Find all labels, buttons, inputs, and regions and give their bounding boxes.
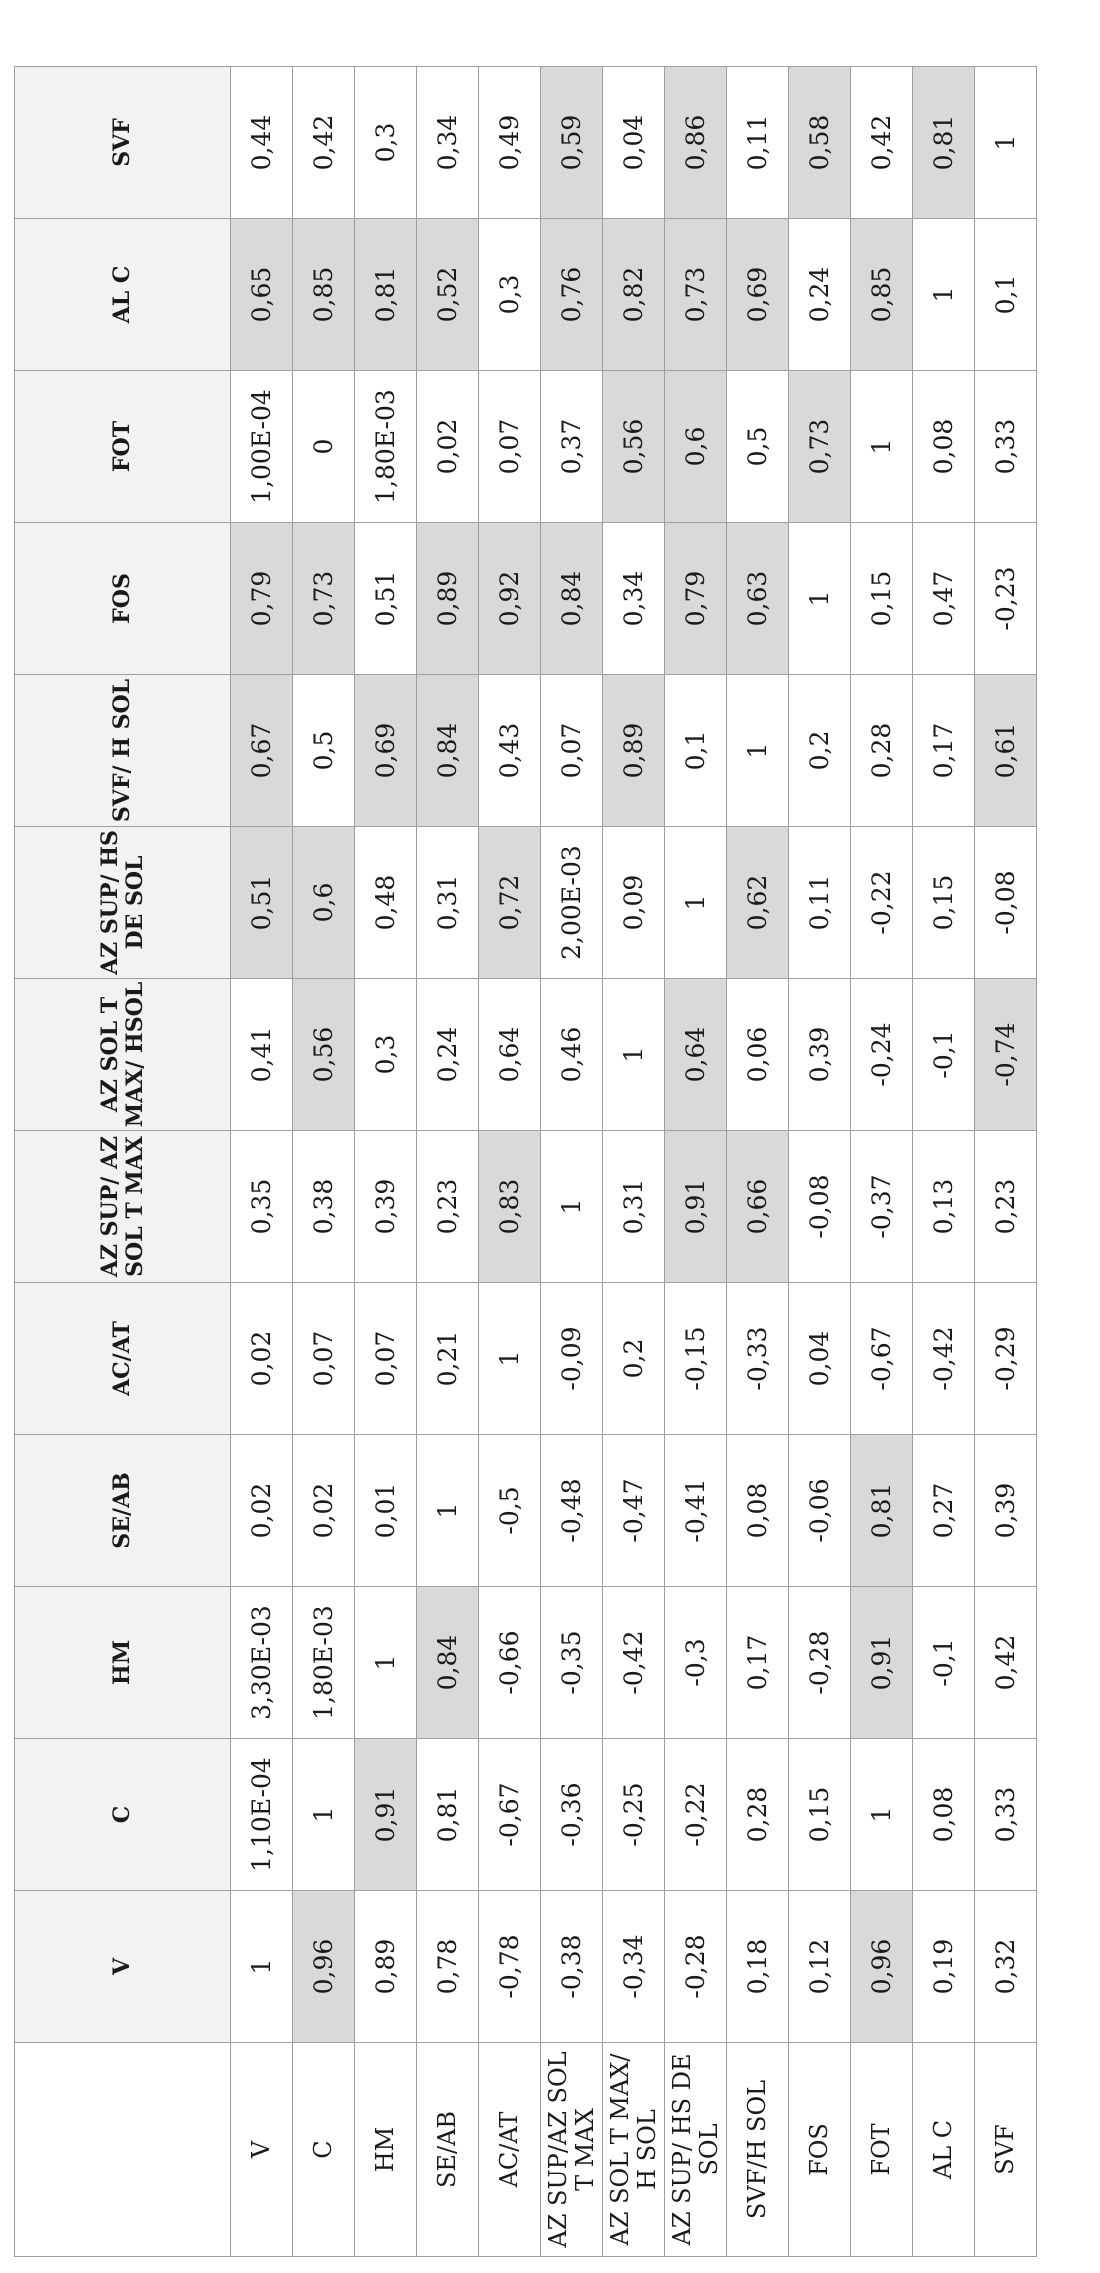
table-cell: -0,48	[541, 1435, 603, 1587]
table-cell: 0,91	[355, 1739, 417, 1891]
table-cell: 0,2	[603, 1283, 665, 1435]
table-row	[975, 67, 1037, 2257]
table-cell: 0,81	[913, 67, 975, 219]
table-cell: 0,73	[665, 219, 727, 371]
column-header: SVF/ H SOL	[15, 675, 231, 827]
table-row	[603, 67, 665, 2257]
table-cell: 1	[355, 1587, 417, 1739]
table-cell: 0,91	[665, 1131, 727, 1283]
table-cell: 0,86	[665, 67, 727, 219]
table-cell: 0,58	[789, 67, 851, 219]
table-row	[851, 67, 913, 2257]
table-cell: 0,39	[975, 1435, 1037, 1587]
table-cell: 0,64	[479, 979, 541, 1131]
table-cell: -0,1	[913, 1587, 975, 1739]
table-cell: 2,00E-03	[541, 827, 603, 979]
table-cell: 0,28	[851, 675, 913, 827]
table-cell: -0,06	[789, 1435, 851, 1587]
table-cell: 0,91	[851, 1587, 913, 1739]
table-row	[293, 67, 355, 2257]
row-header: HM	[355, 2043, 417, 2257]
table-cell: -0,37	[851, 1131, 913, 1283]
table-cell: 0,5	[727, 371, 789, 523]
table-cell: 0,69	[355, 675, 417, 827]
table-cell: -0,5	[479, 1435, 541, 1587]
table-cell: 0,73	[789, 371, 851, 523]
table-cell: 0,18	[727, 1891, 789, 2043]
table-cell: 0,48	[355, 827, 417, 979]
table-cell: 3,30E-03	[231, 1587, 293, 1739]
row-header: V	[231, 2043, 293, 2257]
table-cell: -0,74	[975, 979, 1037, 1131]
table-cell: 0,15	[789, 1739, 851, 1891]
table-cell: 0,81	[355, 219, 417, 371]
table-cell: 1,80E-03	[293, 1587, 355, 1739]
table-cell: 0,44	[231, 67, 293, 219]
table-cell: -0,24	[851, 979, 913, 1131]
table-cell: 0,07	[541, 675, 603, 827]
table-cell: 0,92	[479, 523, 541, 675]
table-cell: 0,06	[727, 979, 789, 1131]
table-row	[541, 67, 603, 2257]
table-cell: -0,42	[603, 1587, 665, 1739]
table-cell: 0,21	[417, 1283, 479, 1435]
column-header: AC/AT	[15, 1283, 231, 1435]
column-header: C	[15, 1739, 231, 1891]
table-cell: 1	[541, 1131, 603, 1283]
row-header: SVF	[975, 2043, 1037, 2257]
table-cell: 0,1	[665, 675, 727, 827]
table-cell: -0,22	[665, 1739, 727, 1891]
table-cell: 0,6	[665, 371, 727, 523]
table-cell: 0,6	[293, 827, 355, 979]
column-header: SVF	[15, 67, 231, 219]
table-cell: -0,28	[789, 1587, 851, 1739]
table-cell: 0,31	[417, 827, 479, 979]
table-cell: 0,11	[789, 827, 851, 979]
row-header: AC/AT	[479, 2043, 541, 2257]
row-header: FOS	[789, 2043, 851, 2257]
table-cell: 0,96	[851, 1891, 913, 2043]
table-cell: 0,52	[417, 219, 479, 371]
table-cell: 0,07	[479, 371, 541, 523]
table-cell: 1	[479, 1283, 541, 1435]
column-header: AZ SUP/ AZ SOL T MAX	[15, 1131, 231, 1283]
table-cell: 0,33	[975, 371, 1037, 523]
table-cell: 0,2	[789, 675, 851, 827]
table-cell: 0,08	[913, 1739, 975, 1891]
table-cell: 0,81	[851, 1435, 913, 1587]
table-cell: 0,46	[541, 979, 603, 1131]
table-cell: 1	[789, 523, 851, 675]
table-cell: 0,51	[231, 827, 293, 979]
column-header: FOT	[15, 371, 231, 523]
table-cell: 0,02	[293, 1435, 355, 1587]
table-cell: 1	[417, 1435, 479, 1587]
table-cell: 0,78	[417, 1891, 479, 2043]
table-cell: -0,3	[665, 1587, 727, 1739]
table-cell: 0,65	[231, 219, 293, 371]
table-cell: 0,72	[479, 827, 541, 979]
table-cell: 0,56	[293, 979, 355, 1131]
table-cell: 0,31	[603, 1131, 665, 1283]
table-cell: 0,42	[851, 67, 913, 219]
row-header: FOT	[851, 2043, 913, 2257]
table-cell: 0,59	[541, 67, 603, 219]
table-cell: 0,02	[231, 1283, 293, 1435]
table-cell: -0,23	[975, 523, 1037, 675]
table-cell: 0,42	[975, 1587, 1037, 1739]
table-cell: 0,32	[975, 1891, 1037, 2043]
column-header: V	[15, 1891, 231, 2043]
table-cell: 0,37	[541, 371, 603, 523]
table-row	[479, 67, 541, 2257]
table-cell: -0,22	[851, 827, 913, 979]
column-header: AZ SUP/ HS DE SOL	[15, 827, 231, 979]
table-cell: -0,47	[603, 1435, 665, 1587]
table-cell: -0,36	[541, 1739, 603, 1891]
table-cell: 0,33	[975, 1739, 1037, 1891]
correlation-matrix-table	[14, 66, 1037, 2257]
table-cell: 0,27	[913, 1435, 975, 1587]
table-cell: 1	[913, 219, 975, 371]
table-cell: -0,28	[665, 1891, 727, 2043]
table-cell: 0,11	[727, 67, 789, 219]
table-cell: -0,08	[975, 827, 1037, 979]
table-cell: -0,15	[665, 1283, 727, 1435]
table-cell: 0,35	[231, 1131, 293, 1283]
table-cell: 0,07	[293, 1283, 355, 1435]
table-cell: 0,19	[913, 1891, 975, 2043]
table-cell: 0,41	[231, 979, 293, 1131]
table-cell: 0,5	[293, 675, 355, 827]
table-cell: 0,89	[417, 523, 479, 675]
table-cell: 1	[727, 675, 789, 827]
table-row	[231, 67, 293, 2257]
table-cell: 0,82	[603, 219, 665, 371]
table-cell: 0,39	[789, 979, 851, 1131]
table-cell: 0,89	[603, 675, 665, 827]
table-cell: 1,80E-03	[355, 371, 417, 523]
table-row	[417, 67, 479, 2257]
table-cell: 0,15	[851, 523, 913, 675]
table-cell: 0,23	[975, 1131, 1037, 1283]
row-header: AZ SUP/AZ SOL T MAX	[541, 2043, 603, 2257]
table-row	[789, 67, 851, 2257]
table-cell: 0,84	[417, 1587, 479, 1739]
table-cell: 0,56	[603, 371, 665, 523]
table-body	[231, 67, 1037, 2257]
table-cell: 1	[293, 1739, 355, 1891]
table-cell: 0,24	[789, 219, 851, 371]
row-header: AL C	[913, 2043, 975, 2257]
table-cell: -0,38	[541, 1891, 603, 2043]
table-cell: 0,84	[417, 675, 479, 827]
table-cell: 0,04	[789, 1283, 851, 1435]
table-cell: 0,28	[727, 1739, 789, 1891]
header-row	[15, 67, 231, 2257]
table-cell: -0,29	[975, 1283, 1037, 1435]
table-cell: 0,34	[603, 523, 665, 675]
table-cell: -0,34	[603, 1891, 665, 2043]
row-header: SVF/H SOL	[727, 2043, 789, 2257]
table-cell: 0,17	[727, 1587, 789, 1739]
table-cell: 1,00E-04	[231, 371, 293, 523]
table-cell: -0,67	[479, 1739, 541, 1891]
table-cell: 1	[231, 1891, 293, 2043]
table-cell: -0,08	[789, 1131, 851, 1283]
table-row	[355, 67, 417, 2257]
table-cell: 0,66	[727, 1131, 789, 1283]
table-cell: 0,47	[913, 523, 975, 675]
column-header: SE/AB	[15, 1435, 231, 1587]
table-cell: -0,42	[913, 1283, 975, 1435]
table-cell: -0,35	[541, 1587, 603, 1739]
table-row	[727, 67, 789, 2257]
table-cell: 1	[851, 1739, 913, 1891]
table-cell: -0,78	[479, 1891, 541, 2043]
table-cell: 0,13	[913, 1131, 975, 1283]
table-cell: -0,09	[541, 1283, 603, 1435]
table-cell: -0,41	[665, 1435, 727, 1587]
table-cell: 0,61	[975, 675, 1037, 827]
table-cell: 0,79	[665, 523, 727, 675]
table-cell: 0,3	[355, 67, 417, 219]
table-cell: 0,08	[727, 1435, 789, 1587]
column-header: AL C	[15, 219, 231, 371]
table-cell: 1,10E-04	[231, 1739, 293, 1891]
table-cell: -0,1	[913, 979, 975, 1131]
column-header: FOS	[15, 523, 231, 675]
table-cell: 0,1	[975, 219, 1037, 371]
table-cell: 0,85	[851, 219, 913, 371]
table-cell: 0,76	[541, 219, 603, 371]
table-cell: 0,07	[355, 1283, 417, 1435]
table-cell: -0,33	[727, 1283, 789, 1435]
table-row	[665, 67, 727, 2257]
table-cell: 0,79	[231, 523, 293, 675]
table-cell: 0,43	[479, 675, 541, 827]
row-header: SE/AB	[417, 2043, 479, 2257]
table-cell: 0	[293, 371, 355, 523]
table-cell: 0,02	[231, 1435, 293, 1587]
table-cell: 0,83	[479, 1131, 541, 1283]
table-cell: 0,04	[603, 67, 665, 219]
table-cell: 0,51	[355, 523, 417, 675]
column-header: HM	[15, 1587, 231, 1739]
table-cell: -0,25	[603, 1739, 665, 1891]
table-cell: 0,89	[355, 1891, 417, 2043]
table-cell: 0,24	[417, 979, 479, 1131]
table-cell: 0,3	[479, 219, 541, 371]
table-cell: 0,67	[231, 675, 293, 827]
table-cell: 0,01	[355, 1435, 417, 1587]
table-cell: 0,09	[603, 827, 665, 979]
table-cell: 0,96	[293, 1891, 355, 2043]
table-cell: 0,85	[293, 219, 355, 371]
table-cell: 0,81	[417, 1739, 479, 1891]
table-cell: 0,62	[727, 827, 789, 979]
table-cell: 0,34	[417, 67, 479, 219]
table-cell: 0,3	[355, 979, 417, 1131]
table-cell: 0,49	[479, 67, 541, 219]
row-header: C	[293, 2043, 355, 2257]
column-header: AZ SOL T MAX/ HSOL	[15, 979, 231, 1131]
table-cell: 0,02	[417, 371, 479, 523]
table-cell: 0,15	[913, 827, 975, 979]
corner-cell	[15, 2043, 231, 2257]
table-cell: 1	[665, 827, 727, 979]
table-cell: 0,69	[727, 219, 789, 371]
table-cell: 0,42	[293, 67, 355, 219]
table-cell: 0,23	[417, 1131, 479, 1283]
table-cell: 1	[603, 979, 665, 1131]
table-cell: -0,67	[851, 1283, 913, 1435]
table-cell: 0,73	[293, 523, 355, 675]
table-row	[913, 67, 975, 2257]
row-header: AZ SUP/ HS DE SOL	[665, 2043, 727, 2257]
table-cell: 0,17	[913, 675, 975, 827]
table-cell: 1	[975, 67, 1037, 219]
table-cell: 0,12	[789, 1891, 851, 2043]
table-cell: 0,64	[665, 979, 727, 1131]
table-cell: 0,38	[293, 1131, 355, 1283]
table-cell: 0,84	[541, 523, 603, 675]
table-cell: 0,08	[913, 371, 975, 523]
table-cell: 0,39	[355, 1131, 417, 1283]
row-header: AZ SOL T MAX/ H SOL	[603, 2043, 665, 2257]
table-cell: 1	[851, 371, 913, 523]
table-cell: -0,66	[479, 1587, 541, 1739]
table-cell: 0,63	[727, 523, 789, 675]
